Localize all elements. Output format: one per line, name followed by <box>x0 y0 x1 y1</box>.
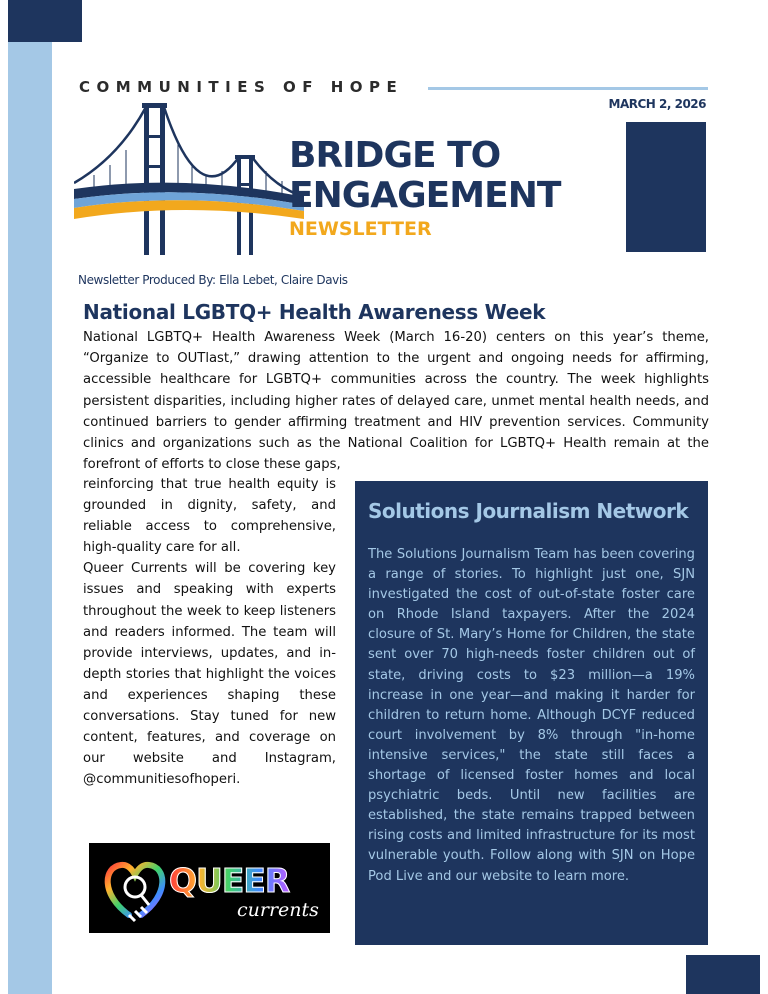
masthead-title-line1: BRIDGE TO <box>289 135 501 176</box>
sjn-title: Solutions Journalism Network <box>368 499 689 523</box>
masthead-subtitle: NEWSLETTER <box>289 218 432 240</box>
queer-currents-paragraph: Queer Currents will be covering key issues and speaking with experts throughout the week to keep listeners and readers informed. The team will provide interviews, updates, and in-depth stories that highlight the voices and experiences shaping these conversations. Stay tuned for new content, features, and coverage on our website and Instagram, @communitiesofhoperi. <box>83 561 336 788</box>
article-intro: National LGBTQ+ Health Awareness Week (March 16-20) centers on this year’s theme, “Organize to OUTlast,” drawing attention to the urgent and ongoing needs for affirming, accessible healthcare for LGBTQ+ communities across the country. The week highlights persistent disparities, including higher rates of delayed care, unmet mental health needs, and continued barriers to gender affirming treatment and HIV prevention services. Community clinics and organizations such as the National Coalition for LGBTQ+ Health remain at the forefront of efforts to close these gaps, <box>83 330 709 473</box>
article-continued: reinforcing that true health equity is grounded in dignity, safety, and reliable access to comprehensive, high-quality care for all. <box>83 477 336 556</box>
queer-currents-logo <box>89 843 330 933</box>
logo-word-queer: QUEER <box>169 861 290 900</box>
masthead-title-line2: ENGAGEMENT <box>289 175 561 216</box>
issue-date: MARCH 2, 2026 <box>608 97 706 111</box>
sjn-body: The Solutions Journalism Team has been covering a range of stories. To highlight just one, SJN investigated the cost of out-of-state foster care on Rhode Island taxpayers. After the 2024 closure of St. Mary’s Home for Children, the state sent over 70 high-needs foster children out of state, driving costs to $23 million—a 19% increase in one year—and making it harder for children to return home. Although DCYF reduced court involvement by 8% through "in-home intensive services," the state still faces a shortage of licensed foster homes and local psychiatric beds. Until new facilities are established, the state remains trapped between rising costs and limited infrastructure for its most vulnerable youth. Follow along with SJN on Hope Pod Live and our website to learn more. <box>368 547 695 884</box>
producers-credit: Newsletter Produced By: Ella Lebet, Claire Davis <box>78 273 348 287</box>
article-left-column <box>83 474 336 790</box>
left-side-bar <box>8 42 52 994</box>
org-name: COMMUNITIES OF HOPE <box>79 78 404 96</box>
logo-word-currents: currents <box>237 899 319 921</box>
article-title: National LGBTQ+ Health Awareness Week <box>83 300 546 324</box>
bridge-logo <box>74 95 304 265</box>
solutions-journalism-box <box>355 481 708 945</box>
corner-block-top-left <box>8 0 82 42</box>
corner-block-bottom-right <box>686 955 760 994</box>
header-rule <box>428 87 708 90</box>
decorative-block <box>626 122 706 252</box>
